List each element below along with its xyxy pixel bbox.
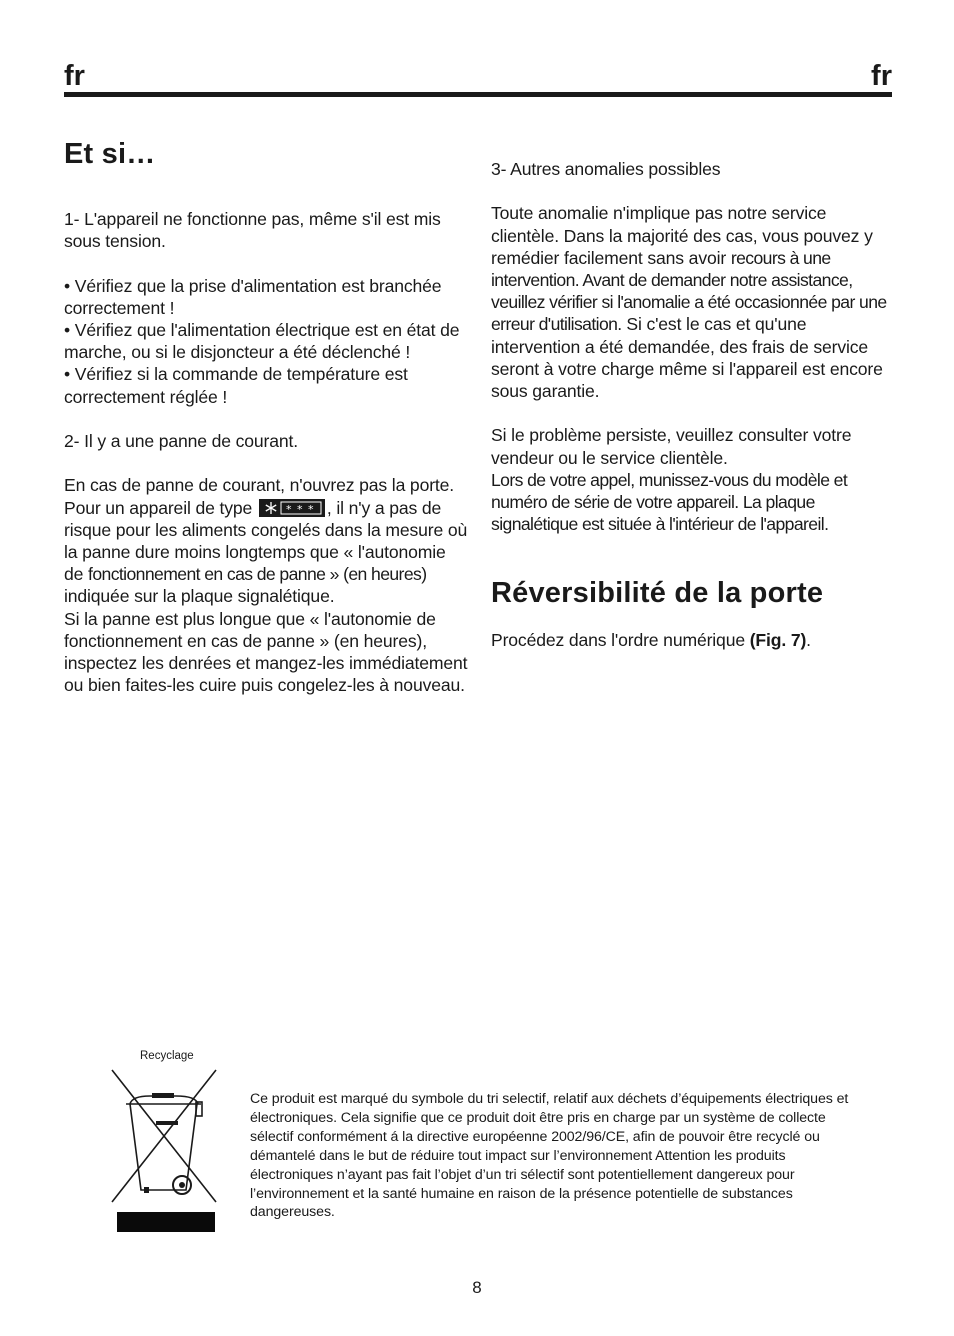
door-procedure: Procédez dans l'ordre numérique (Fig. 7). <box>491 630 811 651</box>
left-column <box>64 130 468 696</box>
call-info: Lors de votre appel, munissez-vous du modèle et numéro de série de votre appareil. La plaque signalétique est située à l'intérieur de l'appareil. <box>491 469 848 535</box>
problem-other: 3- Autres anomalies possibles <box>491 159 721 179</box>
weee-notice: Ce produit est marqué du symbole du tri selectif, relatif aux déchets d’équipements électriques et électroniques. Cela signifie que ce produit doit être pris en charge par un système de collecte sélectif conformément á la directive européenne 2002/96/CE, afin de pouvoir être recyclé ou démantelé dans le but de réduire tout impact sur l’environnement Attention les produits électroniques n’ayant pas fait l’objet d’un tri sélectif sont potentiellement dangereux pour l’environnement et la santé humaine en raison de la présence potentielle de substances dangereuses. <box>250 1091 849 1221</box>
svg-text:*: * <box>296 502 303 516</box>
crossed-out-wheelie-bin-icon <box>108 1066 220 1234</box>
longer-power-cut: Si la panne est plus longue que « l'autonomie de fonctionnement en cas de panne » (en heures), inspectez les denrées et mangez-les immédiatement ou bien faites-les cuire puis congelez-les à nouveau. <box>64 608 468 696</box>
power-cut-paragraph: En cas de panne de courant, n'ouvrez pas la porte. Pour un appareil de type * * * , il n'y a pas de risque pour les aliments congelés dans la mesure où la panne dure moins longtemps que « l'autonomie de fonctionnement en cas de panne » (en heures) indiquée sur la plaque signalétique. <box>64 475 468 607</box>
page-number: 8 <box>472 1278 482 1297</box>
problem-no-power: 1- L'appareil ne fonctionne pas, même s'il est mis sous tension. <box>64 209 441 252</box>
check-supply: • Vérifiez que l'alimentation électrique est en état de marche, ou si le disjoncteur a été déclenché ! <box>64 320 460 363</box>
recycling-label: Recyclage <box>140 1050 194 1062</box>
section-title-troubleshooting: Et si… <box>64 138 156 170</box>
language-code-left: fr <box>64 60 85 92</box>
check-thermostat: • Vérifiez si la commande de température est correctement réglée ! <box>64 364 408 407</box>
header-rule <box>64 92 892 97</box>
anomaly-paragraph: Toute anomalie n'implique pas notre service clientèle. Dans la majorité des cas, vous pouvez y remédier facilement sans avoir recours à une intervention. Avant de demander notre assistance, veuillez vérifier si l'anomalie a été occasionnée par une erreur d'utilisation. Si c'est le cas et qu'une intervention a été demandée, des frais de service seront à votre charge même si l'appareil est encore sous garantie. <box>491 203 887 402</box>
problem-power-cut: 2- Il y a une panne de courant. <box>64 431 299 451</box>
svg-text:*: * <box>285 502 292 516</box>
figure-reference: (Fig. 7) <box>749 630 807 651</box>
four-star-freezer-icon <box>259 499 325 517</box>
section-title-door-reversal: Réversibilité de la porte <box>491 577 824 610</box>
svg-text:*: * <box>307 502 314 516</box>
check-plug: • Vérifiez que la prise d'alimentation est branchée correctement ! <box>64 275 442 318</box>
language-code-right: fr <box>871 60 892 92</box>
problem-persists: Si le problème persiste, veuillez consulter votre vendeur ou le service clientèle. <box>491 425 852 468</box>
right-column <box>491 130 895 652</box>
